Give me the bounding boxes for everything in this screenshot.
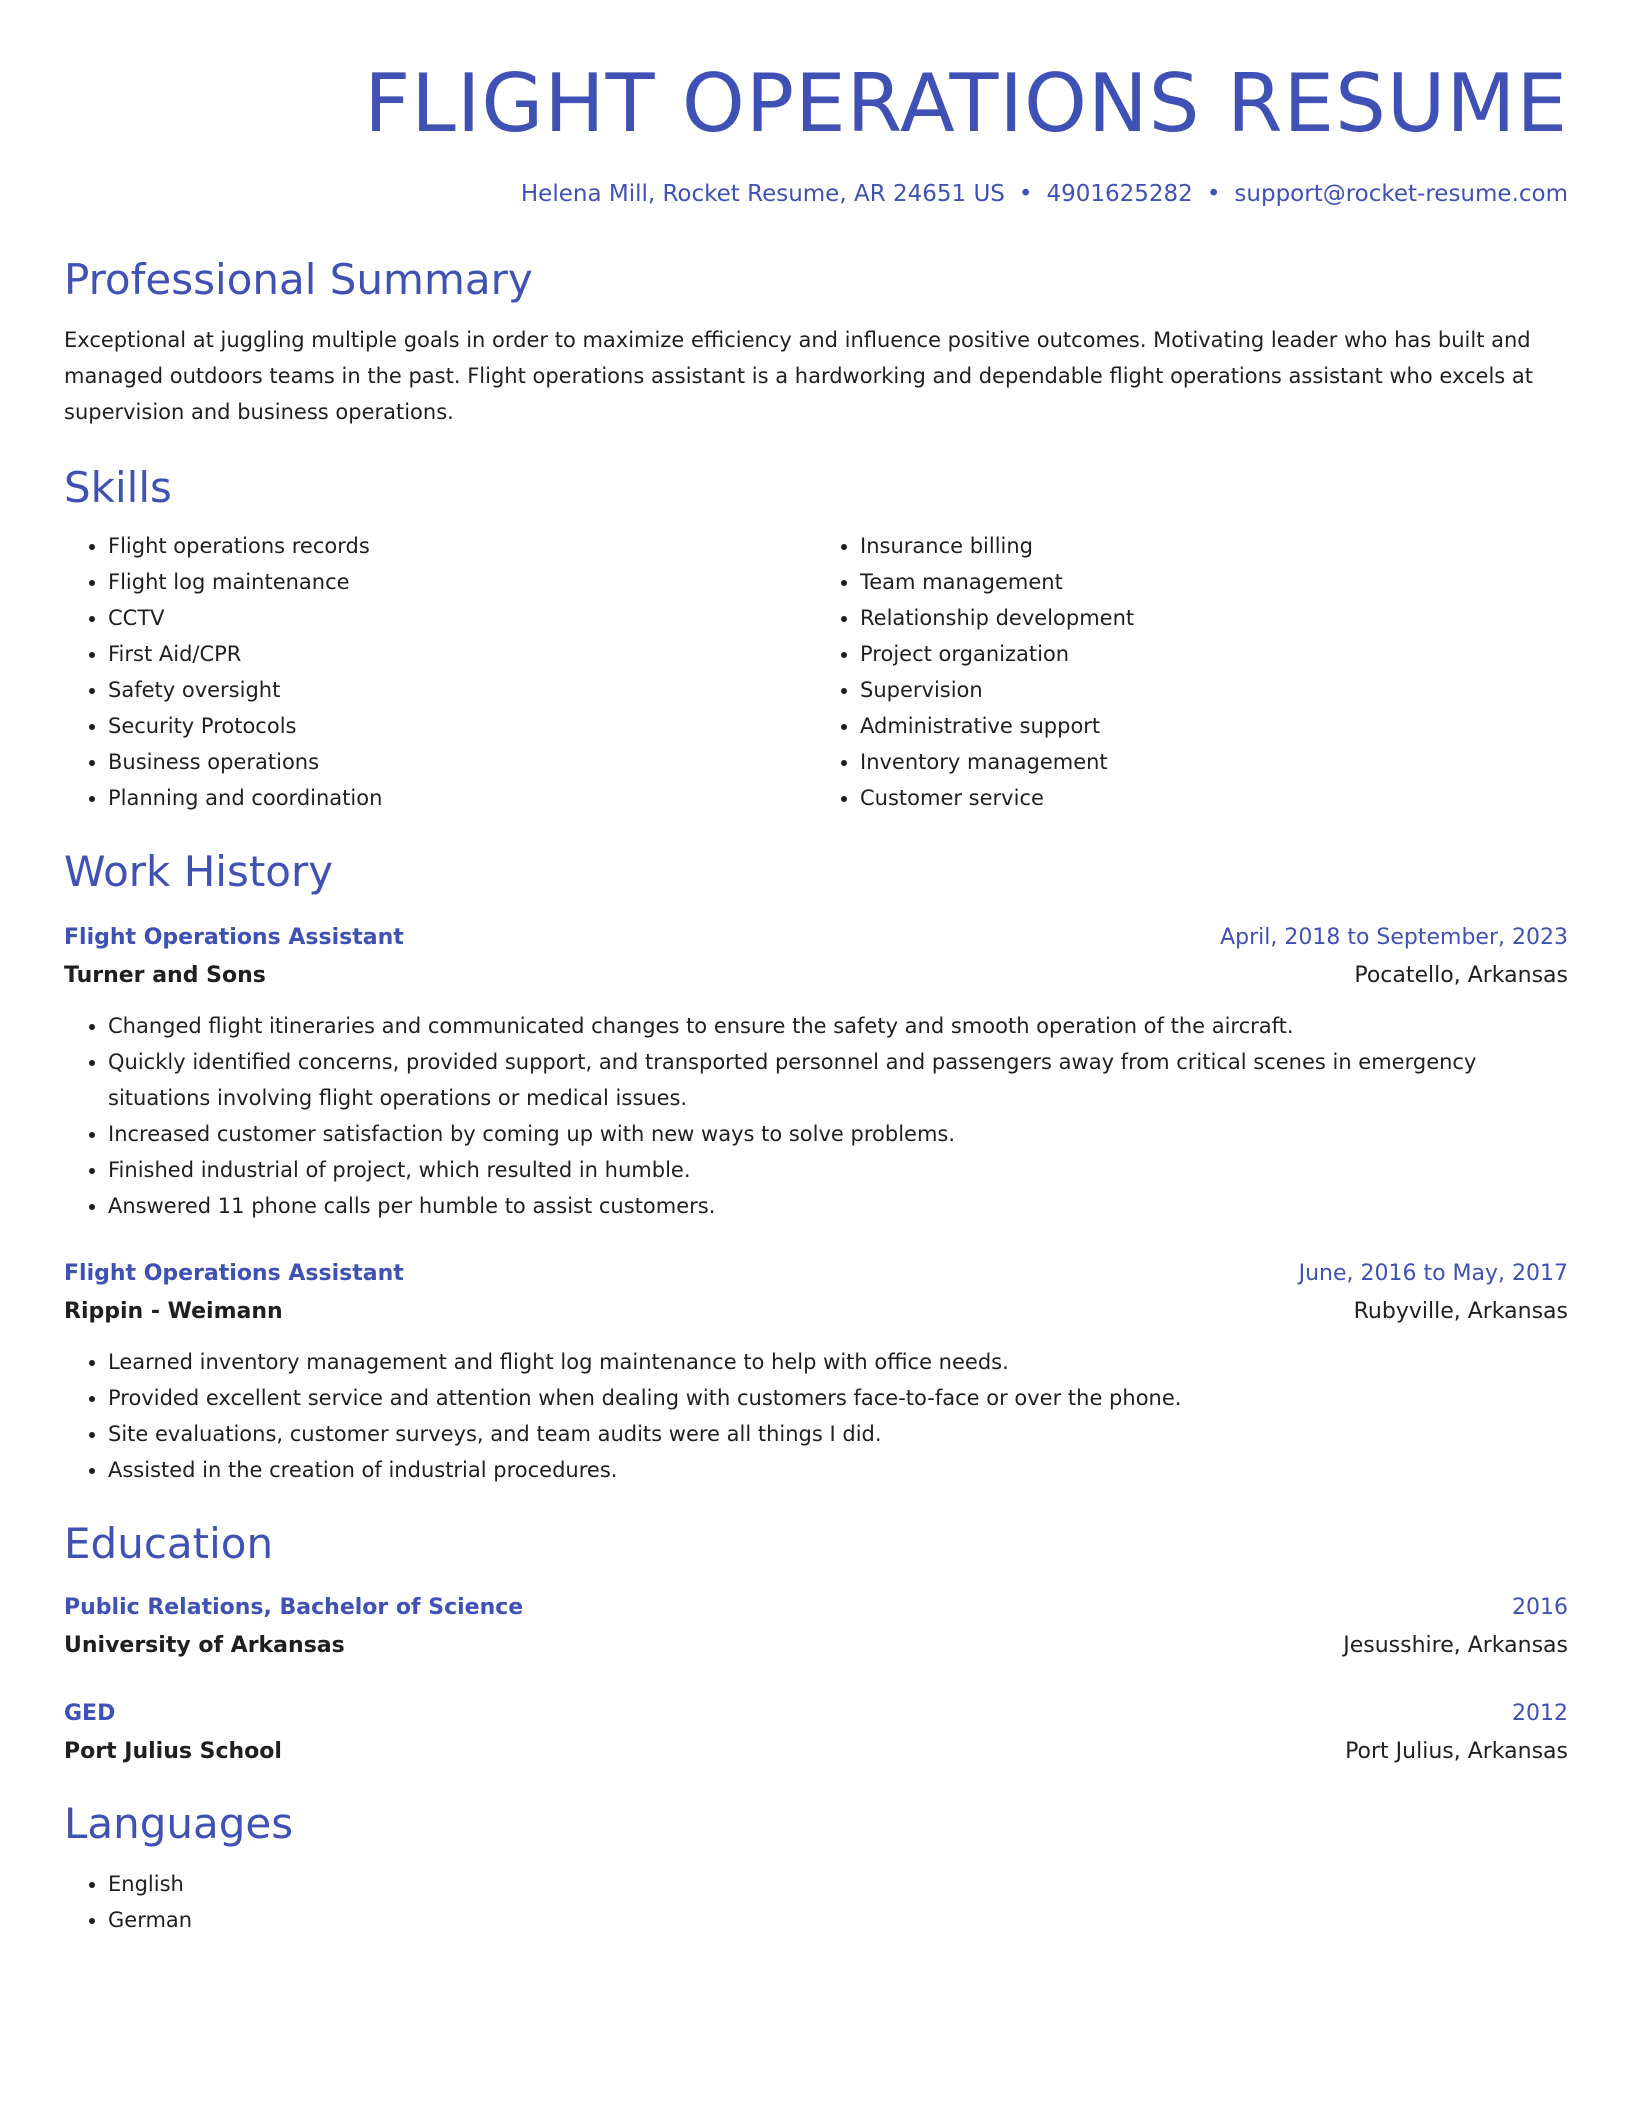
skill-item: • Business operations [108,744,816,780]
education-school: University of Arkansas [64,1633,345,1658]
skill-item: • Customer service [860,780,1568,816]
education-entry [64,1696,1568,1772]
skill-item: • Flight log maintenance [108,564,816,600]
education-degree: Public Relations, Bachelor of Science [64,1595,524,1620]
job-entry [64,1256,1568,1488]
job-title: Flight Operations Assistant [64,925,404,950]
contact-separator: • [1018,181,1033,207]
skill-item: • Flight operations records [108,528,816,564]
job-header-row [64,920,1568,956]
education-heading: Education [64,1519,274,1568]
skill-item: • Team management [860,564,1568,600]
contact-email: support@rocket-resume.com [1234,181,1568,207]
education-location: Port Julius, Arkansas [1345,1739,1568,1764]
education-year: 2016 [1512,1595,1568,1620]
languages-heading: Languages [64,1799,294,1848]
job-bullet: • Assisted in the creation of industrial procedures. [108,1452,1568,1488]
skill-item: • Supervision [860,672,1568,708]
job-bullet: • Answered 11 phone calls per humble to assist customers. [108,1188,1568,1224]
job-bullet: • Changed flight itineraries and communicated changes to ensure the safety and smooth operation of the aircraft. [108,1008,1568,1044]
job-location: Pocatello, Arkansas [1354,963,1568,988]
job-location: Rubyville, Arkansas [1353,1299,1568,1324]
resume-title: FLIGHT OPERATIONS RESUME [364,57,1568,150]
education-year: 2012 [1512,1701,1568,1726]
work-history-heading: Work History [64,847,334,896]
job-entry [64,920,1568,1224]
skills-grid [64,528,1568,816]
languages-list [64,1866,1568,1938]
education-header-row [64,1590,1568,1626]
skills-column-left [64,528,816,816]
skill-item: • Administrative support [860,708,1568,744]
job-bullet: • Finished industrial of project, which resulted in humble. [108,1152,1568,1188]
job-company: Rippin - Weimann [64,1299,283,1324]
job-bullets [64,1344,1568,1488]
job-bullet: • Learned inventory management and flight log maintenance to help with office needs. [108,1344,1568,1380]
job-dates: June, 2016 to May, 2017 [1298,1261,1568,1286]
job-bullet: • Provided excellent service and attention when dealing with customers face-to-face or over the phone. [108,1380,1568,1416]
resume-header [64,56,1568,210]
skill-item: • Safety oversight [108,672,816,708]
education-header-row [64,1696,1568,1732]
skills-heading: Skills [64,463,172,512]
skill-item: • First Aid/CPR [108,636,816,672]
summary-text: Exceptional at juggling multiple goals in order to maximize efficiency and influence positive outcomes. Motivating leader who has built and managed outdoors teams in the past. Flight operations assistant is a hardworking and dependable flight operations assistant who excels at supervision and business operations. [64,328,1534,424]
language-item: • German [108,1902,1568,1938]
education-entry [64,1590,1568,1666]
skill-item: • Insurance billing [860,528,1568,564]
contact-separator: • [1206,181,1221,207]
job-company: Turner and Sons [64,963,266,988]
job-header-row [64,1256,1568,1292]
skill-item: • CCTV [108,600,816,636]
job-bullets [64,1008,1568,1224]
skill-item: • Security Protocols [108,708,816,744]
education-degree: GED [64,1701,116,1726]
language-item: • English [108,1866,1568,1902]
skill-item: • Project organization [860,636,1568,672]
skill-item: • Relationship development [860,600,1568,636]
contact-phone: 4901625282 [1046,181,1193,207]
summary-heading: Professional Summary [64,255,533,304]
job-bullet: • Quickly identified concerns, provided support, and transported personnel and passengers away from critical scenes in emergency situations involving flight operations or medical issues. [108,1044,1568,1116]
education-location: Jesusshire, Arkansas [1343,1633,1568,1658]
skills-column-right [816,528,1568,816]
job-company-row [64,1292,1568,1332]
education-school-row [64,1732,1568,1772]
skill-item: • Inventory management [860,744,1568,780]
skill-item: • Planning and coordination [108,780,816,816]
contact-address: Helena Mill, Rocket Resume, AR 24651 US [520,181,1005,207]
job-bullet: • Increased customer satisfaction by coming up with new ways to solve problems. [108,1116,1568,1152]
contact-line [64,178,1568,210]
job-title: Flight Operations Assistant [64,1261,404,1286]
education-school-row [64,1626,1568,1666]
job-company-row [64,956,1568,996]
job-bullet: • Site evaluations, customer surveys, and team audits were all things I did. [108,1416,1568,1452]
education-school: Port Julius School [64,1739,282,1764]
job-dates: April, 2018 to September, 2023 [1220,925,1568,950]
